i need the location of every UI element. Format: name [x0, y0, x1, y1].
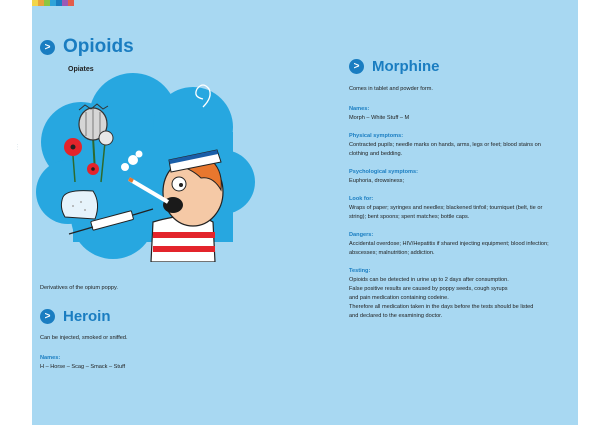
illustration: [33, 72, 257, 262]
section-line: and declared to the examining doctor.: [349, 313, 443, 319]
section-label: Psychological symptoms:: [349, 169, 419, 175]
morphine-heading: [349, 58, 440, 75]
section-line: string); bent spoons; spent matches; bottle caps.: [349, 214, 470, 220]
morphine-content: [349, 85, 579, 330]
side-label: ...: [14, 142, 20, 150]
info-section: [349, 105, 579, 123]
info-section: [349, 132, 579, 159]
section-label: Look for:: [349, 196, 374, 202]
info-section: [349, 267, 579, 321]
section-label: Testing:: [349, 268, 371, 274]
color-strip: [32, 0, 74, 6]
section-line: Accidental overdose; HIV/Hepatitis if shared injecting equipment; blood infection;: [349, 241, 549, 247]
arrow-right-icon: >: [40, 40, 55, 55]
section-line: abscesses; malnutrition; addiction.: [349, 250, 435, 256]
section-line: Morph – White Stuff – M: [349, 115, 410, 121]
subtitle: Opiates: [68, 66, 94, 73]
section-line: Contracted pupils; needle marks on hands, arms, legs or feet; blood stains on: [349, 142, 541, 148]
section-line: False positive results are caused by poppy seeds, cough syrups: [349, 286, 508, 292]
section-line: Opioids can be detected in urine up to 2 days after consumption.: [349, 277, 509, 283]
section-line: clothing and bedding.: [349, 151, 403, 157]
heroin-heading: [40, 308, 111, 325]
morphine-title: Morphine: [372, 58, 440, 75]
morphine-intro: Comes in tablet and powder form.: [349, 86, 433, 92]
section-line: Euphoria, drowsiness;: [349, 178, 405, 184]
derivatives-text: Derivatives of the opium poppy.: [40, 285, 118, 291]
info-section: [349, 195, 579, 222]
arrow-right-icon: >: [40, 309, 55, 324]
section-label: Dangers:: [349, 232, 374, 238]
morphine-sections: [349, 105, 579, 321]
heroin-title: Heroin: [63, 308, 111, 325]
heroin-intro: Can be injected, smoked or sniffed.: [40, 335, 128, 341]
page-title: Opioids: [63, 36, 134, 57]
section-line: Therefore all medication taken in the days before the tests should be listed: [349, 304, 534, 310]
opioids-heading: [40, 36, 134, 58]
info-section: [349, 168, 579, 186]
powder-bag-icon: [61, 191, 97, 219]
section-line: and pain medication containing codeine.: [349, 295, 449, 301]
arrow-right-icon: >: [349, 59, 364, 74]
section-line: Wraps of paper; syringes and needles; blackened tinfoil; tourniquet (belt, tie or: [349, 205, 543, 211]
cloud-shape: [36, 73, 255, 259]
heroin-names: [40, 354, 125, 372]
info-section: [349, 231, 579, 258]
heroin-names-label: Names:: [40, 355, 61, 361]
strip-swatch: [68, 0, 74, 6]
heroin-names-value: H – Horse – Scag – Smack – Stuff: [40, 364, 126, 370]
section-label: Physical symptoms:: [349, 133, 404, 139]
section-label: Names:: [349, 106, 370, 112]
